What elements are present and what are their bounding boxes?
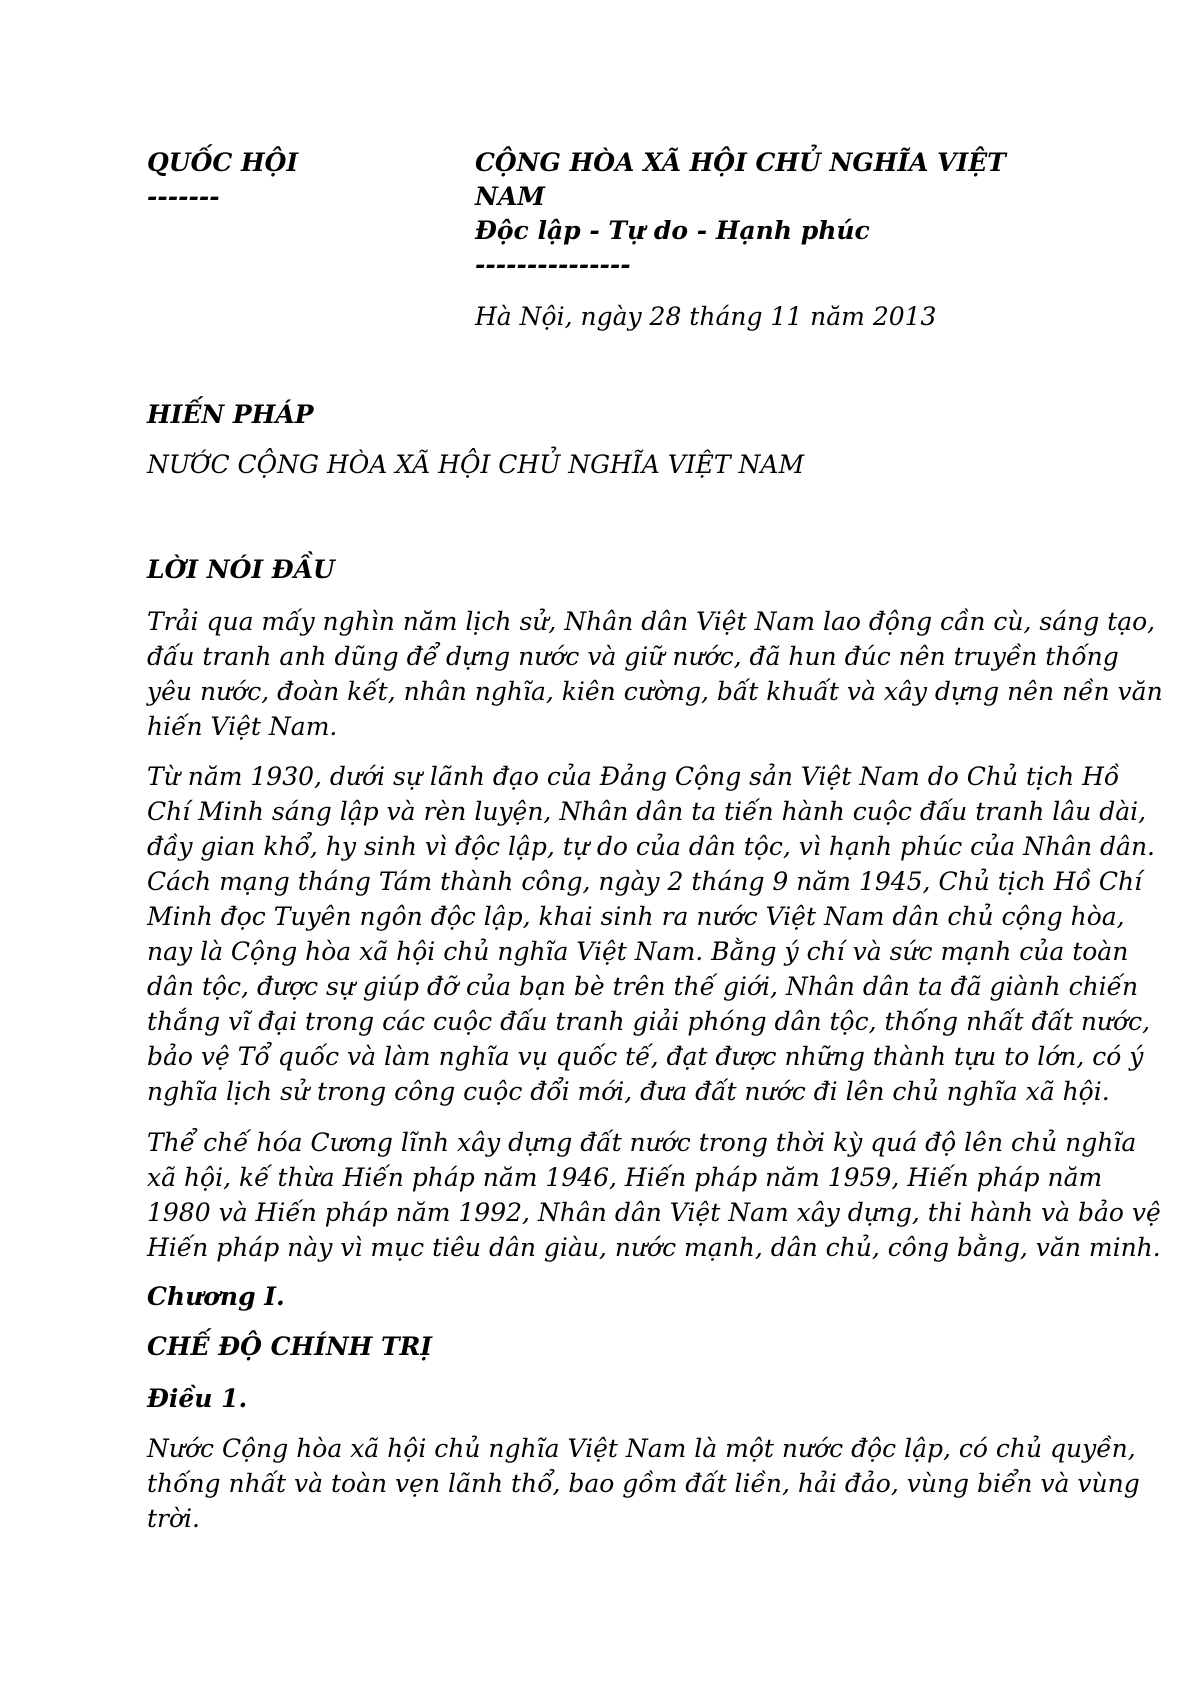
paragraph-line: 1980 và Hiến pháp năm 1992, Nhân dân Việt Nam xây dựng, thi hành và bảo vệ <box>147 1198 1161 1227</box>
preamble-heading: LỜI NÓI ĐẦU <box>147 555 335 584</box>
paragraph-line: thắng vĩ đại trong các cuộc đấu tranh giải phóng dân tộc, thống nhất đất nước, <box>147 1007 1151 1036</box>
paragraph-line: Minh đọc Tuyên ngôn độc lập, khai sinh ra nước Việt Nam dân chủ cộng hòa, <box>147 902 1125 931</box>
national-motto: Độc lập - Tự do - Hạnh phúc <box>475 216 870 245</box>
article-number: Điều 1. <box>147 1384 248 1413</box>
paragraph-line: nghĩa lịch sử trong công cuộc đổi mới, đưa đất nước đi lên chủ nghĩa xã hội. <box>147 1077 1110 1106</box>
paragraph-line: Chí Minh sáng lập và rèn luyện, Nhân dân ta tiến hành cuộc đấu tranh lâu dài, <box>147 797 1147 826</box>
paragraph-line: Thể chế hóa Cương lĩnh xây dựng đất nước trong thời kỳ quá độ lên chủ nghĩa <box>147 1128 1137 1157</box>
paragraph-line: đấu tranh anh dũng để dựng nước và giữ nước, đã hun đúc nên truyền thống <box>147 642 1119 671</box>
national-title-line1: CỘNG HÒA XÃ HỘI CHỦ NGHĨA VIỆT <box>475 148 1006 177</box>
issuing-body-rule: ------- <box>147 182 220 211</box>
paragraph-line: Nước Cộng hòa xã hội chủ nghĩa Việt Nam là một nước độc lập, có chủ quyền, <box>147 1434 1136 1463</box>
preamble-paragraph-2 <box>147 759 1156 1109</box>
paragraph-line: Từ năm 1930, dưới sự lãnh đạo của Đảng Cộng sản Việt Nam do Chủ tịch Hồ <box>147 762 1120 791</box>
paragraph-line: dân tộc, được sự giúp đỡ của bạn bè trên thế giới, Nhân dân ta đã giành chiến <box>147 972 1139 1001</box>
document-subtitle: NƯỚC CỘNG HÒA XÃ HỘI CHỦ NGHĨA VIỆT NAM <box>147 450 805 479</box>
paragraph-line: Cách mạng tháng Tám thành công, ngày 2 tháng 9 năm 1945, Chủ tịch Hồ Chí <box>147 867 1143 896</box>
paragraph-line: đầy gian khổ, hy sinh vì độc lập, tự do của dân tộc, vì hạnh phúc của Nhân dân. <box>147 832 1156 861</box>
national-title-line2: NAM <box>475 182 545 211</box>
paragraph-line: bảo vệ Tổ quốc và làm nghĩa vụ quốc tế, đạt được những thành tựu to lớn, có ý <box>147 1042 1144 1071</box>
paragraph-line: trời. <box>147 1504 200 1533</box>
paragraph-line: nay là Cộng hòa xã hội chủ nghĩa Việt Nam. Bằng ý chí và sức mạnh của toàn <box>147 937 1129 966</box>
paragraph-line: yêu nước, đoàn kết, nhân nghĩa, kiên cường, bất khuất và xây dựng nên nền văn <box>147 677 1163 706</box>
paragraph-line: xã hội, kế thừa Hiến pháp năm 1946, Hiến pháp năm 1959, Hiến pháp năm <box>147 1163 1103 1192</box>
article-body <box>147 1431 1140 1536</box>
paragraph-line: Trải qua mấy nghìn năm lịch sử, Nhân dân Việt Nam lao động cần cù, sáng tạo, <box>147 607 1156 636</box>
document-date: Hà Nội, ngày 28 tháng 11 năm 2013 <box>475 302 937 331</box>
preamble-paragraph-1 <box>147 604 1163 744</box>
chapter-title: CHẾ ĐỘ CHÍNH TRỊ <box>147 1332 433 1361</box>
document-title: HIẾN PHÁP <box>147 400 314 429</box>
paragraph-line: thống nhất và toàn vẹn lãnh thổ, bao gồm đất liền, hải đảo, vùng biển và vùng <box>147 1469 1140 1498</box>
chapter-number: Chương I. <box>147 1282 285 1311</box>
issuing-body: QUỐC HỘI <box>147 148 299 177</box>
preamble-paragraph-3 <box>147 1125 1161 1265</box>
paragraph-line: Hiến pháp này vì mục tiêu dân giàu, nước mạnh, dân chủ, công bằng, văn minh. <box>147 1233 1161 1262</box>
paragraph-line: hiến Việt Nam. <box>147 712 338 741</box>
national-motto-rule: --------------- <box>475 250 631 279</box>
